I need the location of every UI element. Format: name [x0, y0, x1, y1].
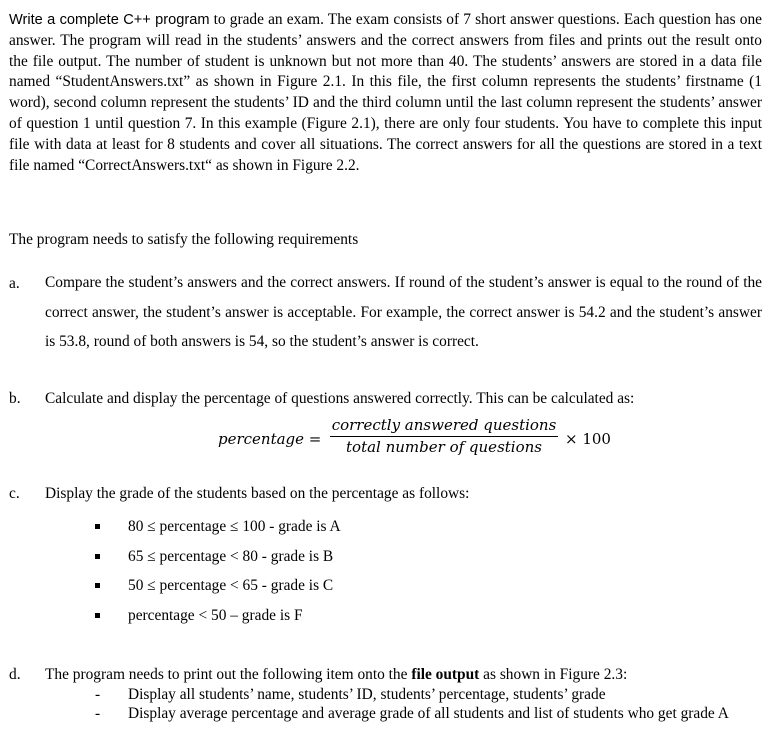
- bullet-icon: [95, 613, 100, 618]
- item-b-label: b.: [9, 390, 21, 407]
- item-d-label: d.: [9, 666, 21, 683]
- bullet-icon: [95, 554, 100, 559]
- item-b-text: Calculate and display the percentage of questions answered correctly. This can be calculated as:: [45, 390, 635, 407]
- formula-denominator: total number of questions: [346, 438, 542, 456]
- formula-lhs: percentage =: [218, 430, 322, 448]
- dash-marker: -: [95, 704, 101, 722]
- item-d-text: The program needs to print out the following item onto the file output as shown in Figure 2.3:: [45, 666, 628, 683]
- output-list-item: - Display average percentage and average grade of all students and list of students who get grade A: [95, 704, 729, 722]
- item-a-label: a.: [9, 275, 20, 292]
- output-item-list: [95, 686, 762, 723]
- dash-marker: -: [95, 686, 101, 703]
- item-c-label: c.: [9, 485, 20, 502]
- item-c-text: Display the grade of the students based on the percentage as follows:: [45, 485, 470, 502]
- intro-paragraph: [9, 10, 762, 176]
- formula-numerator: correctly answered questions: [330, 416, 558, 437]
- bullet-icon: [95, 524, 100, 529]
- formula-fraction: [330, 416, 558, 456]
- item-a-text: Compare the student’s answers and the correct answers. If round of the student’s answer is equal to the round of the correct answer, the student’s answer is acceptable. For example, the correct answer is 54.2 and the student’s answer is 53.8, round of both answers is 54, so the student’s answer is correct.: [45, 274, 762, 350]
- requirements-heading: The program needs to satisfy the following requirements: [9, 231, 359, 248]
- formula-rhs: × 100: [565, 430, 611, 448]
- bullet-icon: [95, 583, 100, 588]
- intro-text: to grade an exam. The exam consists of 7 short answer questions. Each question has one answer. The program will read in the students’ answers and the correct answers from files and prints out the result onto the file output. The number of student is unknown but not more than 40. The students’ answers are stored in a data file named “StudentAnswers.txt” as shown in Figure 2.1. In this file, the first column represents the students’ firstname (1 word), second column represent the students’ ID and the third column until the last column represent the students’ answer of question 1 until question 7. In this example (Figure 2.1), there are only four students. You have to complete this input file with data at least for 8 students and cover all situations. The correct answers for all the questions are stored in a text file named “CorrectAnswers.txt“ as shown in Figure 2.2.: [9, 11, 762, 174]
- file-output-emphasis: file output: [411, 666, 480, 683]
- intro-lead: Write a complete C++ program: [9, 12, 210, 28]
- output-list-item: - Display all students’ name, students’ ID, students’ percentage, students’ grade: [95, 686, 606, 703]
